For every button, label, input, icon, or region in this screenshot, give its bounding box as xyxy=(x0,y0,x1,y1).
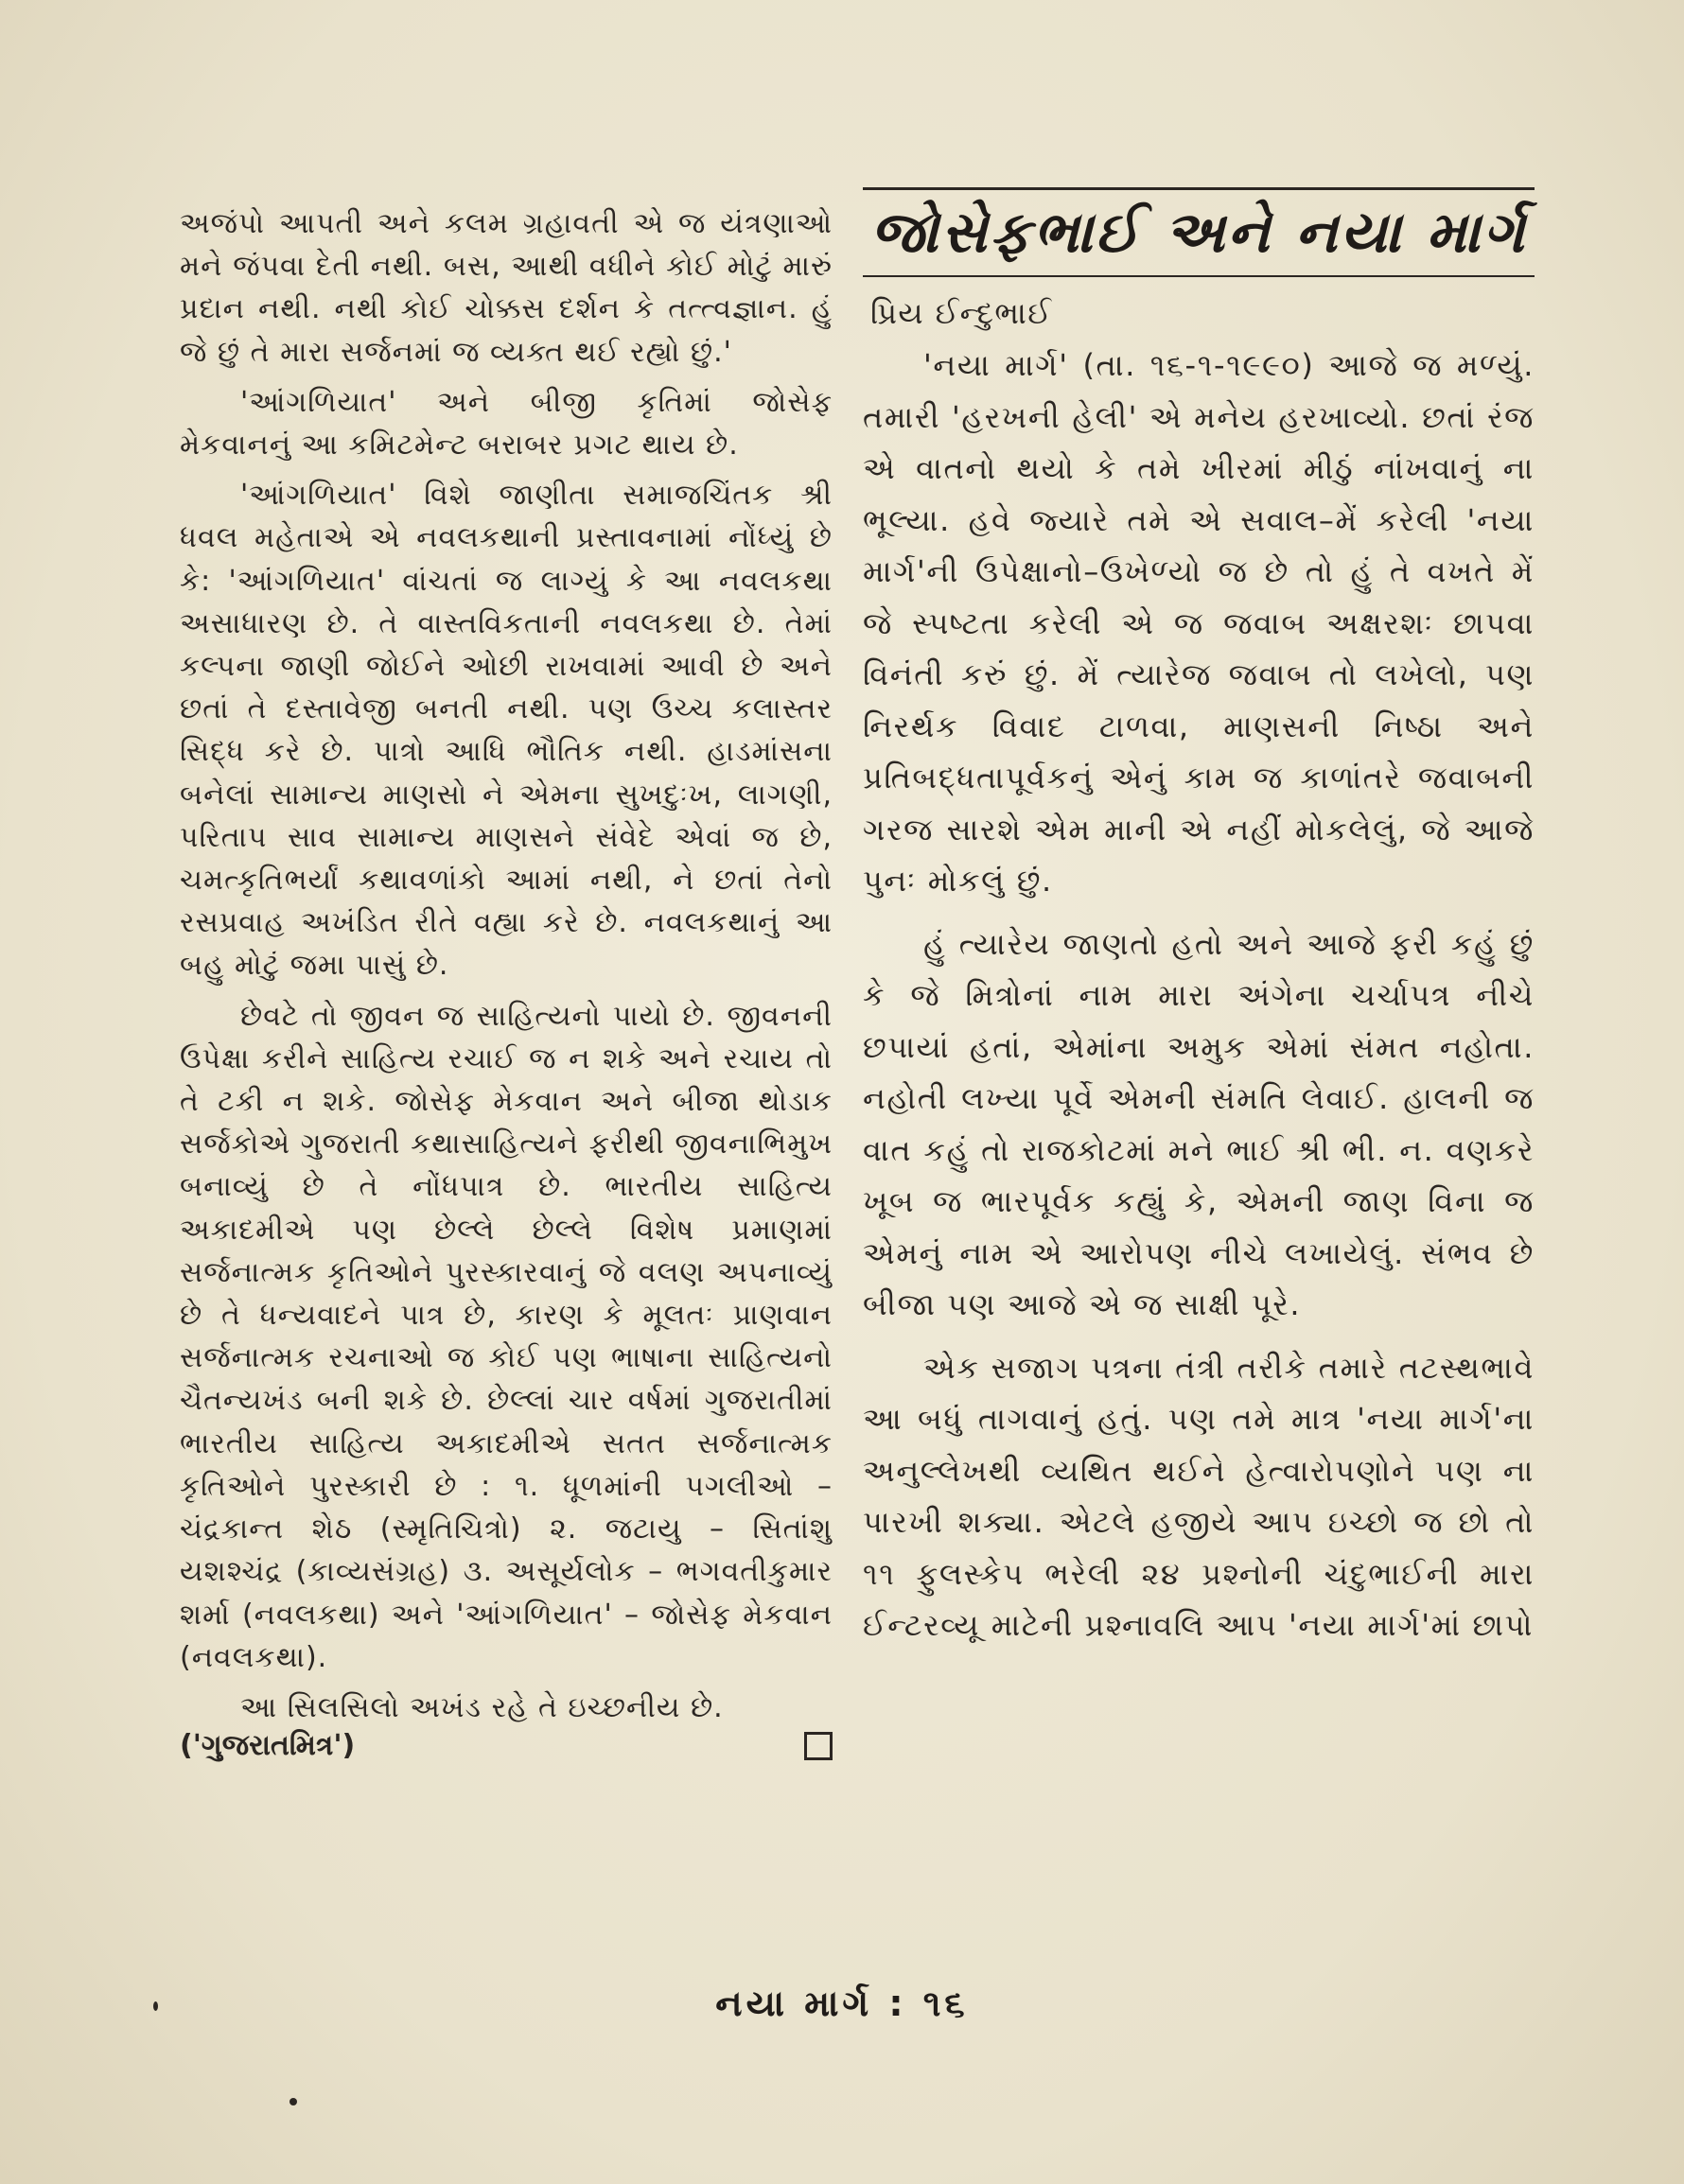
source-attribution: ('ગુજરાતમિત્ર') xyxy=(180,1729,356,1763)
left-column xyxy=(180,202,833,1762)
ink-speck xyxy=(153,2001,158,2011)
letter-salutation: પ્રિય ઈન્દુભાઈ xyxy=(870,295,1053,331)
right-paragraph-1: 'નયા માર્ગ' (તા. ૧૬-૧-૧૯૯૦) આજે જ મળ્યું. તમારી 'હરખની હેલી' એ મનેય હરખાવ્યો. છતાં રંજ એ વાતનો થયો કે તમે ખીરમાં મીઠું નાંખવાનું ના ભૂલ્યા. હવે જ્યારે તમે એ સવાલ–મેં કરેલી 'નયા માર્ગ'ની ઉપેક્ષાનો–ઉખેળ્યો જ છે તો હું તે વખતે મેં જે સ્પષ્ટતા કરેલી એ જ જવાબ અક્ષરશઃ છાપવા વિનંતી કરું છું. મેં ત્યારેજ જવાબ તો લખેલો, પણ નિરર્થક વિવાદ ટાળવા, માણસની નિષ્ઠા અને પ્રતિબદ્ધતાપૂર્વકનું એનું કામ જ કાળાંતરે જવાબની ગરજ સારશે એમ માની એ નહીં મોકલેલું, જે આજે પુનઃ મોકલું છું. xyxy=(863,347,1535,899)
right-paragraph-2: હું ત્યારેય જાણતો હતો અને આજે ફરી કહું છું કે જે મિત્રોનાં નામ મારા અંગેના ચર્ચાપત્ર નીચે છપાયાં હતાં, એમાંના અમુક એમાં સંમત નહોતા. નહોતી લખ્યા પૂર્વે એમની સંમતિ લેવાઈ. હાલની જ વાત કહું તો રાજકોટમાં મને ભાઈ શ્રી ભી. ન. વણકરે ખૂબ જ ભારપૂર્વક કહ્યું કે, એમની જાણ વિના જ એમનું નામ એ આરોપણ નીચે લખાયેલું. સંભવ છે બીજા પણ આજે એ જ સાક્ષી પૂરે. xyxy=(863,925,1535,1322)
article-title: જોસેફભાઈ અને નયા માર્ગ xyxy=(870,200,1528,266)
left-paragraph-4: છેવટે તો જીવન જ સાહિત્યનો પાયો છે. જીવનની ઉપેક્ષા કરીને સાહિત્ય રચાઈ જ ન શકે અને રચાય તો તે ટકી ન શકે. જોસેફ મેકવાન અને બીજા થોડાક સર્જકોએ ગુજરાતી કથાસાહિત્યને ફરીથી જીવનાભિમુખ બનાવ્યું છે તે નોંધપાત્ર છે. ભારતીય સાહિત્ય અકાદમીએ પણ છેલ્લે છેલ્લે વિશેષ પ્રમાણમાં સર્જનાત્મક કૃતિઓને પુરસ્કારવાનું જે વલણ અપનાવ્યું છે તે ધન્યવાદને પાત્ર છે, કારણ કે મૂલતઃ પ્રાણવાન સર્જનાત્મક રચનાઓ જ કોઈ પણ ભાષાના સાહિત્યનો ચૈતન્યખંડ બની શકે છે. છેલ્લાં ચાર વર્ષમાં ગુજરાતીમાં ભારતીય સાહિત્ય અકાદમીએ સતત સર્જનાત્મક કૃતિઓને પુરસ્કારી છે : ૧. ધૂળમાંની પગલીઓ – ચંદ્રકાન્ત શેઠ (સ્મૃતિચિત્રો) ૨. જટાયુ – સિતાંશુ યશશ્ચંદ્ર (કાવ્યસંગ્રહ) ૩. અસૂર્યલોક – ભગવતીકુમાર શર્મા (નવલકથા) અને 'આંગળિયાત' – જોસેફ મેકવાન (નવલકથા). xyxy=(180,999,833,1674)
right-paragraph-3: એક સજાગ પત્રના તંત્રી તરીકે તમારે તટસ્થભાવે આ બધું તાગવાનું હતું. પણ તમે માત્ર 'નયા માર્ગ'ના અનુલ્લેખથી વ્યથિત થઈને હેત્વારોપણોને પણ ના પારખી શક્યા. એટલે હજીયે આપ ઇચ્છો જ છો તો ૧૧ ફુલસ્કેપ ભરેલી ૨૪ પ્રશ્નોની ચંદુભાઈની મારા ઈન્ટરવ્યૂ માટેની પ્રશ્નાવલિ આપ 'નયા માર્ગ'માં છાપો xyxy=(863,1349,1535,1643)
left-paragraph-5: આ સિલસિલો અખંડ રહે તે ઇચ્છનીય છે. xyxy=(240,1690,724,1724)
end-mark-box xyxy=(804,1732,833,1760)
left-paragraph-1: અજંપો આપતી અને કલમ ગ્રહાવતી એ જ યંત્રણાઓ મને જંપવા દેતી નથી. બસ, આથી વધીને કોઈ મોટું મારું પ્રદાન નથી. નથી કોઈ ચોક્કસ દર્શન કે તત્ત્વજ્ઞાન. હું જે છું તે મારા સર્જનમાં જ વ્યક્ત થઈ રહ્યો છું.' xyxy=(180,207,833,369)
left-paragraph-3: 'આંગળિયાત' વિશે જાણીતા સમાજચિંતક શ્રી ધવલ મહેતાએ એ નવલકથાની પ્રસ્તાવનામાં નોંધ્યું છે કે: 'આંગળિયાત' વાંચતાં જ લાગ્યું કે આ નવલકથા અસાધારણ છે. તે વાસ્તવિકતાની નવલકથા છે. તેમાં કલ્પના જાણી જોઈને ઓછી રાખવામાં આવી છે અને છતાં તે દસ્તાવેજી બનતી નથી. પણ ઉચ્ચ કલાસ્તર સિદ્ધ કરે છે. પાત્રો આધિ ભૌતિક નથી. હાડમાંસના બનેલાં સામાન્ય માણસો ને એમના સુખદુઃખ, લાગણી, પરિતાપ સાવ સામાન્ય માણસને સંવેદે એવાં જ છે, ચમત્કૃતિભર્યાં કથાવળાંકો આમાં નથી, ને છતાં તેનો રસપ્રવાહ અખંડિત રીતે વહ્યા કરે છે. નવલકથાનું આ બહુ મોટું જમા પાસું છે. xyxy=(180,479,833,983)
title-rule-top xyxy=(863,187,1535,190)
source-line xyxy=(180,1729,833,1762)
ink-speck xyxy=(289,2098,297,2105)
left-paragraph-2: 'આંગળિયાત' અને બીજી કૃતિમાં જોસેફ મેકવાનનું આ કમિટમેન્ટ બરાબર પ્રગટ થાય છે. xyxy=(180,385,833,463)
title-rule-bottom xyxy=(863,275,1535,277)
page-footer: નયા માર્ગ : ૧૬ xyxy=(715,1983,969,2024)
right-column xyxy=(863,187,1535,1651)
